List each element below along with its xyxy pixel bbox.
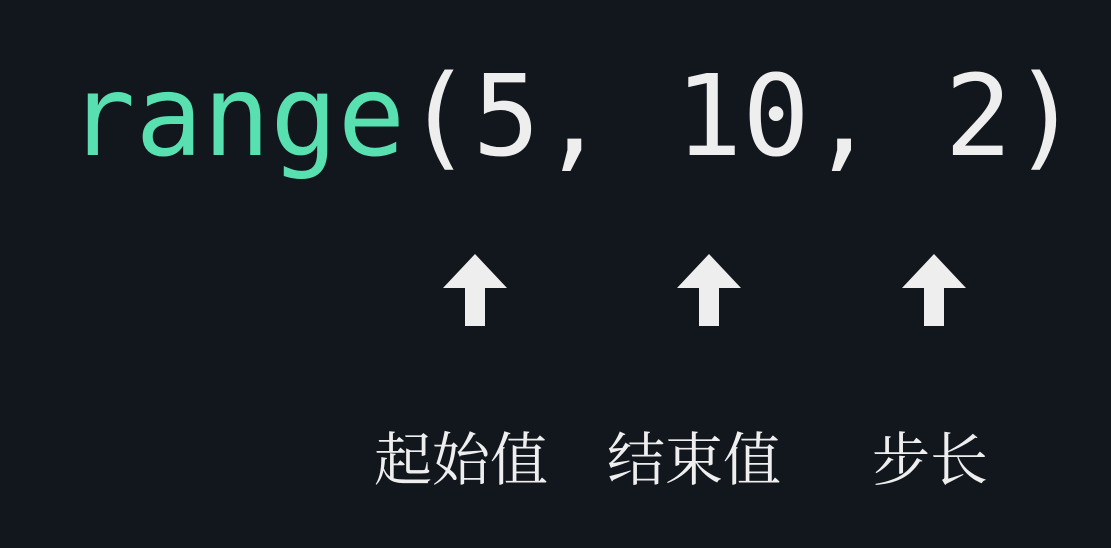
step-label: 步长: [872, 426, 989, 494]
arg-start: 5: [472, 52, 541, 182]
arg-step: 2: [944, 52, 1013, 182]
separator-2: ,: [809, 52, 945, 182]
separator-1: ,: [540, 52, 675, 182]
arrow-up-icon: [677, 254, 741, 326]
open-paren: (: [405, 52, 473, 182]
stop-value-label: 结束值: [607, 426, 782, 494]
close-paren: ): [1012, 52, 1080, 182]
code-expression: [68, 52, 1079, 182]
arg-stop: 10: [674, 52, 810, 182]
start-value-label: 起始值: [374, 426, 549, 494]
arrow-up-icon: [443, 254, 507, 326]
function-name: range: [68, 52, 406, 182]
arrow-up-icon: [902, 254, 966, 326]
